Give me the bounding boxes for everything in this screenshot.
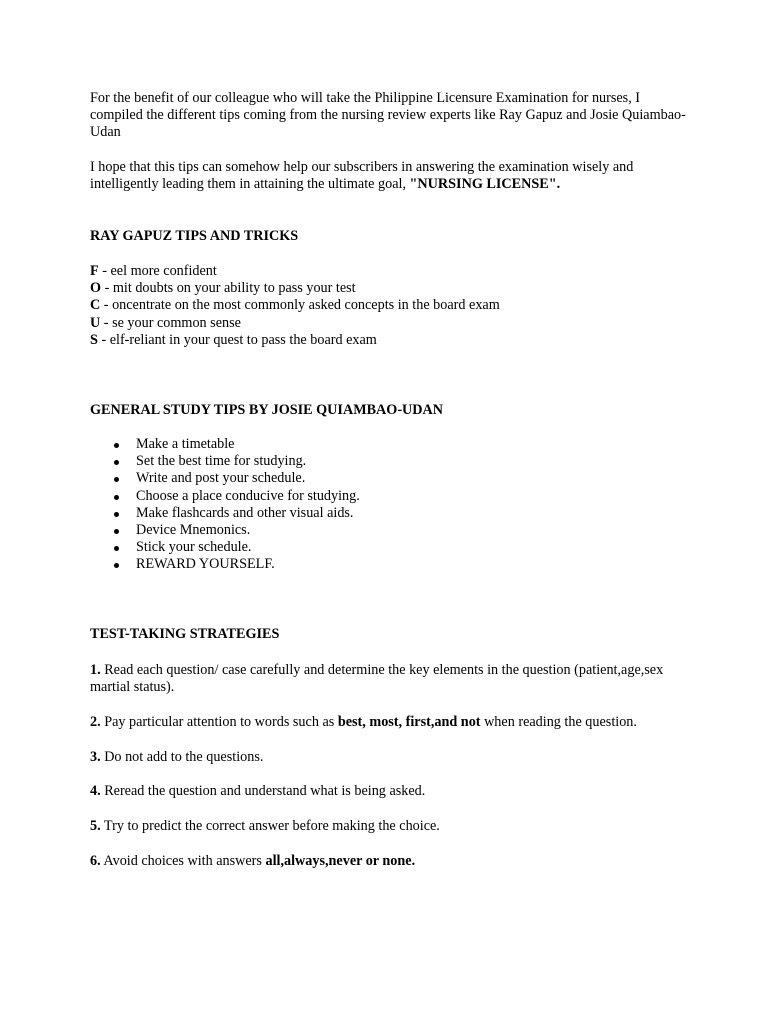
acronym-line (90, 280, 690, 297)
strategies-heading: TEST-TAKING STRATEGIES (90, 626, 280, 642)
strategy-2 (90, 714, 690, 731)
strategy-number: 3. (90, 749, 101, 765)
list-item-text: Write and post your schedule. (136, 470, 306, 487)
list-item (90, 522, 690, 539)
strategy-number: 6. (90, 853, 101, 869)
acronym-text: - oncentrate on the most commonly asked concepts in the board exam (100, 297, 500, 314)
strategy-number: 1. (90, 662, 101, 678)
strategy-text: Pay particular attention to words such as (100, 714, 338, 730)
acronym-line (90, 297, 690, 314)
list-item-text: Device Mnemonics. (136, 521, 251, 538)
acronym-letter: C (90, 297, 101, 314)
bullet-icon (114, 512, 119, 517)
strategy-1 (90, 662, 690, 696)
strategy-6 (90, 853, 690, 870)
list-item-text: Stick your schedule. (136, 539, 252, 556)
study-tips-heading: GENERAL STUDY TIPS BY JOSIE QUIAMBAO-UDAN (90, 402, 444, 418)
list-item (90, 556, 690, 573)
list-item-text: Choose a place conducive for studying. (136, 487, 360, 504)
bullet-icon (114, 460, 119, 465)
acronym-line (90, 315, 690, 332)
strategy-text: Do not add to the questions. (100, 749, 264, 765)
strategy-number: 4. (90, 783, 101, 799)
strategy-keywords: all,always,never or none. (265, 853, 416, 869)
strategy-keywords: best, most, first,and not (337, 714, 481, 730)
acronym-line (90, 263, 690, 280)
list-item (90, 470, 690, 487)
acronym-text: - mit doubts on your ability to pass your test (101, 280, 356, 297)
list-item-text: Make a timetable (136, 436, 235, 452)
bullet-icon (114, 495, 119, 500)
acronym-line (90, 332, 690, 349)
list-item (90, 453, 690, 470)
bullet-icon (114, 477, 119, 482)
list-item-text: Make flashcards and other visual aids. (136, 504, 354, 521)
bullet-icon (114, 443, 119, 448)
strategy-text-end: when reading the question. (480, 714, 637, 730)
nursing-license-emphasis: "NURSING LICENSE". (409, 176, 561, 193)
acronym-letter: S (90, 331, 98, 348)
acronym-letter: F (90, 263, 99, 279)
list-item (90, 505, 690, 522)
strategy-5 (90, 818, 690, 835)
strategy-text: Read each question/ case carefully and determine the key elements in the question (patient,age,sex martial status). (90, 662, 664, 696)
bullet-icon (114, 529, 119, 534)
list-item-text: REWARD YOURSELF. (136, 556, 275, 573)
strategy-number: 2. (90, 714, 101, 730)
list-item (90, 539, 690, 556)
strategy-3 (90, 749, 690, 766)
strategy-text: Reread the question and understand what is being asked. (100, 783, 426, 799)
list-item (90, 488, 690, 505)
intro-paragraph-2 (90, 159, 690, 193)
list-item (90, 436, 690, 453)
bullet-icon (114, 546, 119, 551)
acronym-letter: O (90, 280, 102, 297)
intro-paragraph-1: For the benefit of our colleague who will take the Philippine Licensure Examination for nurses, I compiled the different tips coming from the nursing review experts like Ray Gapuz and Josie Quiambao-Udan (90, 90, 686, 141)
acronym-text: - elf-reliant in your quest to pass the board exam (97, 331, 377, 348)
strategy-4 (90, 783, 690, 800)
focus-acronym-list (90, 263, 690, 349)
acronym-letter: U (90, 314, 101, 331)
list-item-text: Set the best time for studying. (136, 453, 307, 470)
ray-gapuz-heading: RAY GAPUZ TIPS AND TRICKS (90, 228, 299, 244)
bullet-icon (114, 563, 119, 568)
acronym-text: - se your common sense (100, 314, 241, 331)
strategy-number: 5. (90, 818, 101, 834)
acronym-text: - eel more confident (98, 263, 217, 279)
intro-paragraph-2-text: I hope that this tips can somehow help our subscribers in answering the examination wisely and intelligently leading them in attaining the ultimate goal, (90, 159, 634, 193)
study-tips-list (90, 436, 690, 574)
strategy-text: Try to predict the correct answer before making the choice. (100, 818, 440, 834)
strategy-text: Avoid choices with answers (100, 853, 266, 869)
